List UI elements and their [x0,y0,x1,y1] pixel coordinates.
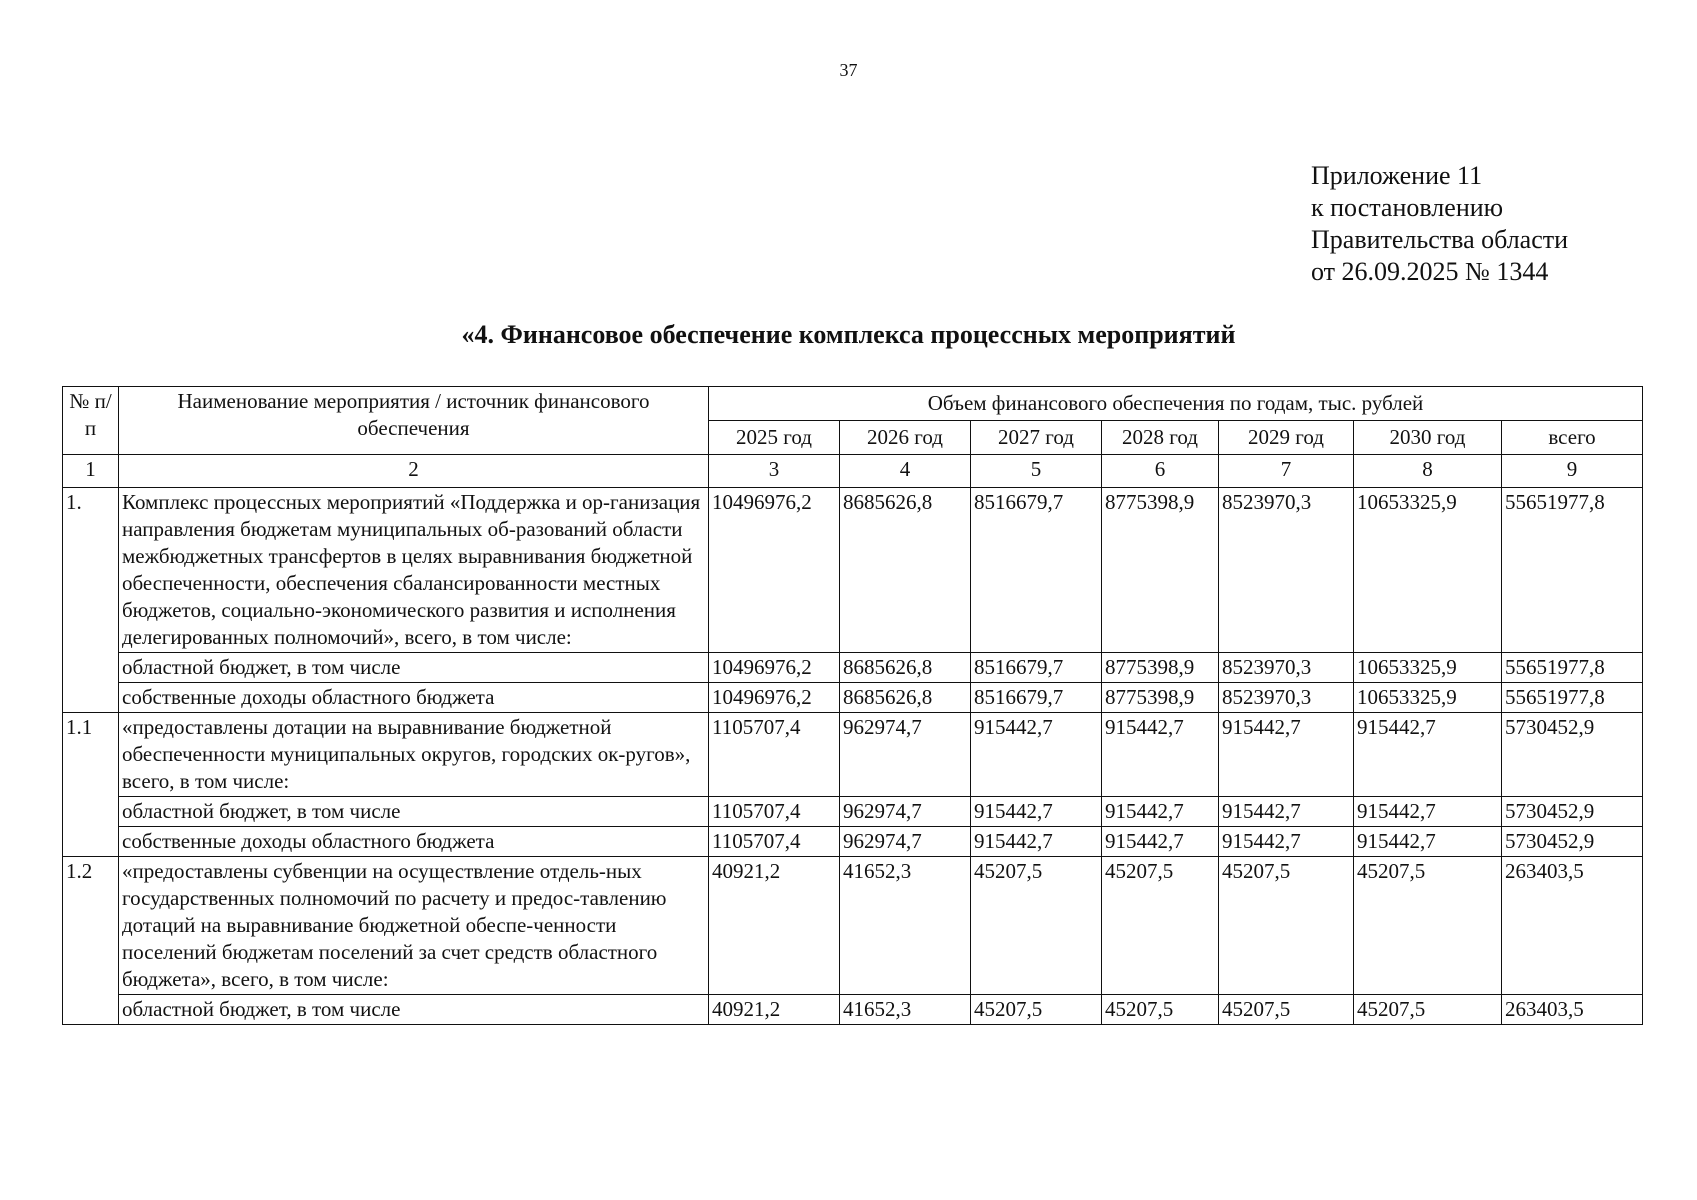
total-value: 55651977,8 [1502,653,1643,683]
appendix-line: к постановлению [1311,193,1504,222]
year-value: 8516679,7 [971,653,1102,683]
total-value: 55651977,8 [1502,683,1643,713]
column-number: 8 [1354,455,1502,488]
year-value: 915442,7 [1219,797,1354,827]
year-value: 10653325,9 [1354,683,1502,713]
column-number: 1 [63,455,119,488]
column-number: 3 [709,455,840,488]
header-volume: Объем финансового обеспечения по годам, тыс. рублей [709,387,1643,421]
year-value: 915442,7 [971,713,1102,797]
year-value: 962974,7 [840,827,971,857]
section-title: «4. Финансовое обеспечение комплекса процессных мероприятий [461,320,1236,349]
table-row [63,827,1643,857]
header-total: всего [1502,421,1643,455]
row-index: 1.1 [63,713,119,857]
column-number: 5 [971,455,1102,488]
year-value: 45207,5 [1219,857,1354,995]
total-value: 5730452,9 [1502,827,1643,857]
year-value: 8775398,9 [1102,488,1219,653]
table-row [63,857,1643,995]
year-value: 40921,2 [709,857,840,995]
year-value: 40921,2 [709,995,840,1025]
total-value: 5730452,9 [1502,797,1643,827]
year-value: 41652,3 [840,857,971,995]
header-year: 2029 год [1219,421,1354,455]
appendix-line: от 26.09.2025 № 1344 [1311,257,1549,286]
row-name: собственные доходы областного бюджета [119,827,709,857]
row-name: «предоставлены дотации на выравнивание бюджетной обеспеченности муниципальных округов, городских ок-ругов», всего, в том числе: [119,713,709,797]
year-value: 915442,7 [1102,797,1219,827]
year-value: 1105707,4 [709,797,840,827]
year-value: 8685626,8 [840,653,971,683]
appendix-line: Правительства области [1311,225,1569,254]
year-value: 915442,7 [1102,713,1219,797]
header-year: 2025 год [709,421,840,455]
year-value: 1105707,4 [709,713,840,797]
year-value: 8523970,3 [1219,683,1354,713]
total-value: 263403,5 [1502,857,1643,995]
year-value: 8775398,9 [1102,683,1219,713]
year-value: 10496976,2 [709,488,840,653]
year-value: 10653325,9 [1354,653,1502,683]
page-number: 37 [839,60,858,80]
year-value: 41652,3 [840,995,971,1025]
row-name: областной бюджет, в том числе [119,797,709,827]
header-year: 2028 год [1102,421,1219,455]
year-value: 8516679,7 [971,683,1102,713]
header-name: Наименование мероприятия / источник финансового обеспечения [119,387,709,455]
appendix-note [1311,160,1568,288]
year-value: 1105707,4 [709,827,840,857]
year-value: 8523970,3 [1219,653,1354,683]
year-value: 915442,7 [1219,827,1354,857]
row-index: 1.2 [63,857,119,1025]
header-num: № п/п [63,387,119,455]
year-value: 45207,5 [1102,857,1219,995]
year-value: 915442,7 [971,827,1102,857]
table-row [63,488,1643,653]
header-year: 2026 год [840,421,971,455]
financing-table [62,386,1643,1025]
column-number: 4 [840,455,971,488]
year-value: 45207,5 [971,857,1102,995]
year-value: 915442,7 [1102,827,1219,857]
year-value: 45207,5 [1354,857,1502,995]
table-row [63,653,1643,683]
year-value: 8685626,8 [840,488,971,653]
year-value: 8775398,9 [1102,653,1219,683]
row-name: областной бюджет, в том числе [119,995,709,1025]
year-value: 962974,7 [840,797,971,827]
row-name: «предоставлены субвенции на осуществление отдель-ных государственных полномочий по расчету и предос-тавлению дотаций на выравнивание бюджетной обеспе-ченности поселений бюджетам поселений за счет средств областного бюджета», всего, в том числе: [119,857,709,995]
year-value: 10496976,2 [709,653,840,683]
column-numbers-row [63,455,1643,488]
table-row [63,797,1643,827]
total-value: 5730452,9 [1502,713,1643,797]
header-year: 2030 год [1354,421,1502,455]
appendix-line: Приложение 11 [1311,161,1483,190]
row-index: 1. [63,488,119,713]
total-value: 55651977,8 [1502,488,1643,653]
year-value: 8516679,7 [971,488,1102,653]
row-name: собственные доходы областного бюджета [119,683,709,713]
table-row [63,713,1643,797]
column-number: 7 [1219,455,1354,488]
row-name: Комплекс процессных мероприятий «Поддержка и ор-ганизация направления бюджетам муниципальных об-разований области межбюджетных трансфертов в целях выравнивания бюджетной обеспеченности, обеспечения сбалансированности местных бюджетов, социально-экономического развития и исполнения делегированных полномочий», всего, в том числе: [119,488,709,653]
year-value: 8523970,3 [1219,488,1354,653]
table-row [63,683,1643,713]
year-value: 962974,7 [840,713,971,797]
row-name: областной бюджет, в том числе [119,653,709,683]
column-number: 2 [119,455,709,488]
column-number: 9 [1502,455,1643,488]
year-value: 10496976,2 [709,683,840,713]
year-value: 45207,5 [1354,995,1502,1025]
column-number: 6 [1102,455,1219,488]
year-value: 915442,7 [1354,713,1502,797]
year-value: 915442,7 [971,797,1102,827]
year-value: 8685626,8 [840,683,971,713]
year-value: 45207,5 [971,995,1102,1025]
year-value: 915442,7 [1354,827,1502,857]
header-year: 2027 год [971,421,1102,455]
year-value: 915442,7 [1219,713,1354,797]
total-value: 263403,5 [1502,995,1643,1025]
year-value: 45207,5 [1219,995,1354,1025]
table-row [63,995,1643,1025]
year-value: 45207,5 [1102,995,1219,1025]
year-value: 915442,7 [1354,797,1502,827]
year-value: 10653325,9 [1354,488,1502,653]
